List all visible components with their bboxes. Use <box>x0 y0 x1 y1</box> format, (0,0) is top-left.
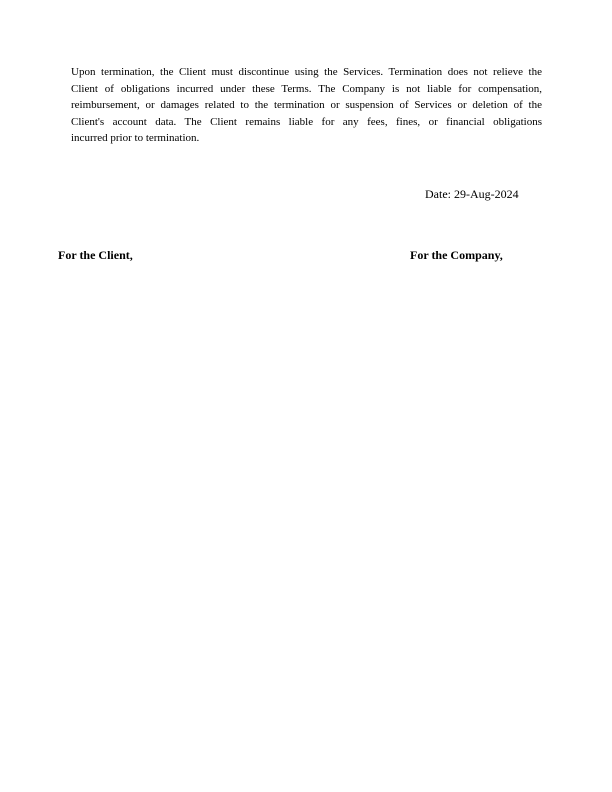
paragraph-line: reimbursement, or damages related to the termination or suspension of Services or deletion of the <box>71 99 542 112</box>
paragraph-line: incurred prior to termination. <box>71 132 200 145</box>
date-line: Date: 29-Aug-2024 <box>425 187 519 201</box>
paragraph-line: Client of obligations incurred under these Terms. The Company is not liable for compensation, <box>71 82 542 95</box>
company-signature-label: For the Company, <box>410 248 503 262</box>
client-signature-label: For the Client, <box>58 248 133 262</box>
termination-clause-paragraph <box>71 64 542 147</box>
paragraph-line: Upon termination, the Client must discontinue using the Services. Termination does not relieve the <box>71 66 542 78</box>
paragraph-line: Client's account data. The Client remains liable for any fees, fines, or financial obligations <box>71 115 542 128</box>
